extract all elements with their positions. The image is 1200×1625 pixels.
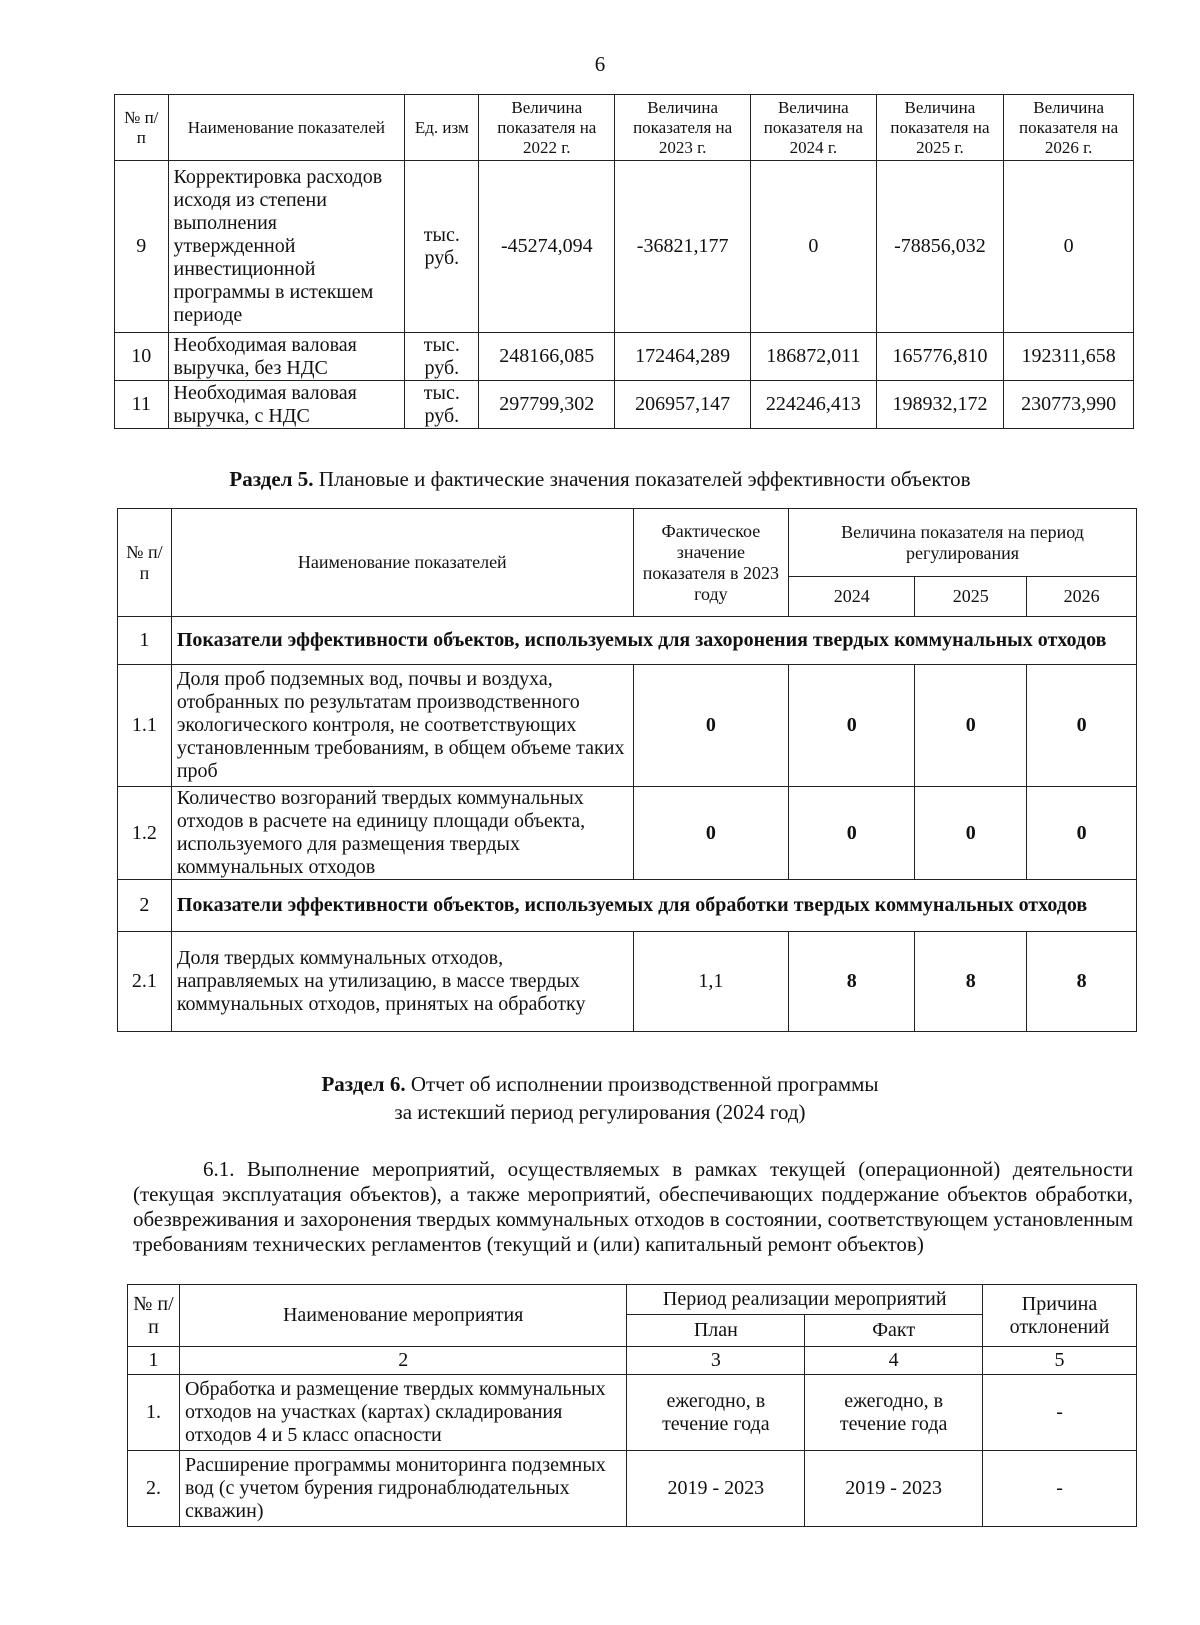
table-row [115, 333, 1134, 381]
group-num: 2 [118, 880, 172, 932]
row-value-2023: 172464,289 [615, 333, 751, 381]
row-value-2024: 224246,413 [751, 381, 877, 429]
row-unit: тыс. руб. [405, 333, 479, 381]
section6-title-line1 [0, 1072, 1200, 1097]
row-fact: 1,1 [633, 932, 788, 1032]
row-num: 1.1 [118, 665, 172, 787]
header-name: Наименование показателей [171, 509, 633, 617]
row-value-2022: -45274,094 [479, 161, 615, 333]
efficiency-table [117, 508, 1137, 1032]
column-number: 3 [627, 1347, 805, 1375]
section6-title-text: Отчет об исполнении производственной программы [405, 1072, 879, 1096]
row-fact: 2019 - 2023 [805, 1451, 983, 1527]
section5-title-text: Плановые и фактические значения показателей эффективности объектов [313, 467, 971, 491]
table-row [118, 787, 1137, 880]
row-name: Доля проб подземных вод, почвы и воздуха, отобранных по результатам производственного экологического контроля, не соответствующих установленным требованиям, в общем объеме таких проб [171, 665, 633, 787]
row-value-2025: 8 [915, 932, 1027, 1032]
row-value-2022: 297799,302 [479, 381, 615, 429]
column-number: 5 [983, 1347, 1137, 1375]
row-value-2025: -78856,032 [876, 161, 1004, 333]
row-value-2026: 230773,990 [1004, 381, 1134, 429]
column-number: 1 [128, 1347, 180, 1375]
group-title: Показатели эффективности объектов, используемых для обработки твердых коммунальных отходов [171, 880, 1136, 932]
row-name: Количество возгораний твердых коммунальных отходов в расчете на единицу площади объекта, используемого для размещения твердых коммунальных отходов [171, 787, 633, 880]
header-2026: Величина показателя на 2026 г. [1004, 95, 1134, 161]
header-name: Наименование мероприятия [179, 1285, 626, 1347]
header-2024: Величина показателя на 2024 г. [751, 95, 877, 161]
row-unit: тыс. руб. [405, 161, 479, 333]
group-title: Показатели эффективности объектов, используемых для захоронения твердых коммунальных отходов [171, 617, 1136, 665]
column-number: 2 [179, 1347, 626, 1375]
row-num: 1.2 [118, 787, 172, 880]
row-value-2026: 8 [1027, 932, 1137, 1032]
section6-paragraph: 6.1. Выполнение мероприятий, осуществляемых в рамках текущей (операционной) деятельности (текущая эксплуатация объектов), а также мероприятий, обеспечивающих поддержание объектов обработки, обезвреживания и захоронения твердых коммунальных отходов в состоянии, соответствующем установленным требованиям технических регламентов (текущий и (или) капитальный ремонт объектов) [133, 1157, 1133, 1256]
row-plan: ежегодно, в течение года [627, 1375, 805, 1451]
row-value-2026: 0 [1027, 665, 1137, 787]
section5-title [0, 467, 1200, 492]
page-number: 6 [594, 52, 606, 76]
row-value-2024: 186872,011 [751, 333, 877, 381]
table-header-row [128, 1285, 1137, 1315]
table-row [115, 161, 1134, 333]
header-fact: Факт [805, 1315, 983, 1347]
row-value-2025: 165776,810 [876, 333, 1004, 381]
header-fact: Фактическое значение показателя в 2023 году [633, 509, 788, 617]
row-value-2024: 0 [789, 665, 915, 787]
row-name: Расширение программы мониторинга подземных вод (с учетом бурения гидронаблюдательных скважин) [179, 1451, 626, 1527]
row-value-2023: 206957,147 [615, 381, 751, 429]
row-fact: ежегодно, в течение года [805, 1375, 983, 1451]
header-2023: Величина показателя на 2023 г. [615, 95, 751, 161]
row-name: Обработка и размещение твердых коммунальных отходов на участках (картах) складирования отходов 4 и 5 класс опасности [179, 1375, 626, 1451]
row-reason: - [983, 1375, 1137, 1451]
row-value-2024: 0 [751, 161, 877, 333]
header-2025: 2025 [915, 577, 1027, 617]
row-plan: 2019 - 2023 [627, 1451, 805, 1527]
row-num: 9 [115, 161, 169, 333]
section6-title-bold: Раздел 6. [321, 1072, 406, 1096]
row-value-2025: 0 [915, 665, 1027, 787]
row-name: Необходимая валовая выручка, с НДС [168, 381, 405, 429]
header-num: № п/п [118, 509, 172, 617]
header-name: Наименование показателей [168, 95, 405, 161]
row-unit: тыс. руб. [405, 381, 479, 429]
row-num: 1. [128, 1375, 180, 1451]
section6-title-line2: за истекший период регулирования (2024 год) [394, 1100, 806, 1124]
row-value-2024: 0 [789, 787, 915, 880]
activities-table [127, 1284, 1137, 1527]
header-period: Период реализации мероприятий [627, 1285, 983, 1315]
row-value-2026: 0 [1004, 161, 1134, 333]
row-name: Необходимая валовая выручка, без НДС [168, 333, 405, 381]
row-value-2023: -36821,177 [615, 161, 751, 333]
header-period: Величина показателя на период регулирования [789, 509, 1137, 577]
table-row [128, 1375, 1137, 1451]
header-reason: Причина отклонений [983, 1285, 1137, 1347]
row-num: 2. [128, 1451, 180, 1527]
table-row [118, 932, 1137, 1032]
row-name: Корректировка расходов исходя из степени выполнения утвержденной инвестиционной программы в истекшем периоде [168, 161, 405, 333]
table-row [128, 1451, 1137, 1527]
row-num: 10 [115, 333, 169, 381]
row-value-2024: 8 [789, 932, 915, 1032]
table-header-row [118, 509, 1137, 577]
table-header-row [115, 95, 1134, 161]
column-number: 4 [805, 1347, 983, 1375]
indicators-table [114, 94, 1134, 429]
row-value-2025: 0 [915, 787, 1027, 880]
header-2026: 2026 [1027, 577, 1137, 617]
row-num: 2.1 [118, 932, 172, 1032]
row-value-2022: 248166,085 [479, 333, 615, 381]
row-value-2026: 192311,658 [1004, 333, 1134, 381]
table-row [115, 381, 1134, 429]
header-unit: Ед. изм [405, 95, 479, 161]
header-num: № п/п [128, 1285, 180, 1347]
header-2024: 2024 [789, 577, 915, 617]
row-value-2025: 198932,172 [876, 381, 1004, 429]
header-num: № п/п [115, 95, 169, 161]
header-plan: План [627, 1315, 805, 1347]
group-row [118, 880, 1137, 932]
row-value-2026: 0 [1027, 787, 1137, 880]
row-num: 11 [115, 381, 169, 429]
row-fact: 0 [633, 665, 788, 787]
section5-title-bold: Раздел 5. [229, 467, 314, 491]
group-num: 1 [118, 617, 172, 665]
header-2025: Величина показателя на 2025 г. [876, 95, 1004, 161]
header-2022: Величина показателя на 2022 г. [479, 95, 615, 161]
table-row [118, 665, 1137, 787]
column-number-row [128, 1347, 1137, 1375]
row-reason: - [983, 1451, 1137, 1527]
group-row [118, 617, 1137, 665]
row-name: Доля твердых коммунальных отходов, направляемых на утилизацию, в массе твердых коммунальных отходов, принятых на обработку [171, 932, 633, 1032]
row-fact: 0 [633, 787, 788, 880]
